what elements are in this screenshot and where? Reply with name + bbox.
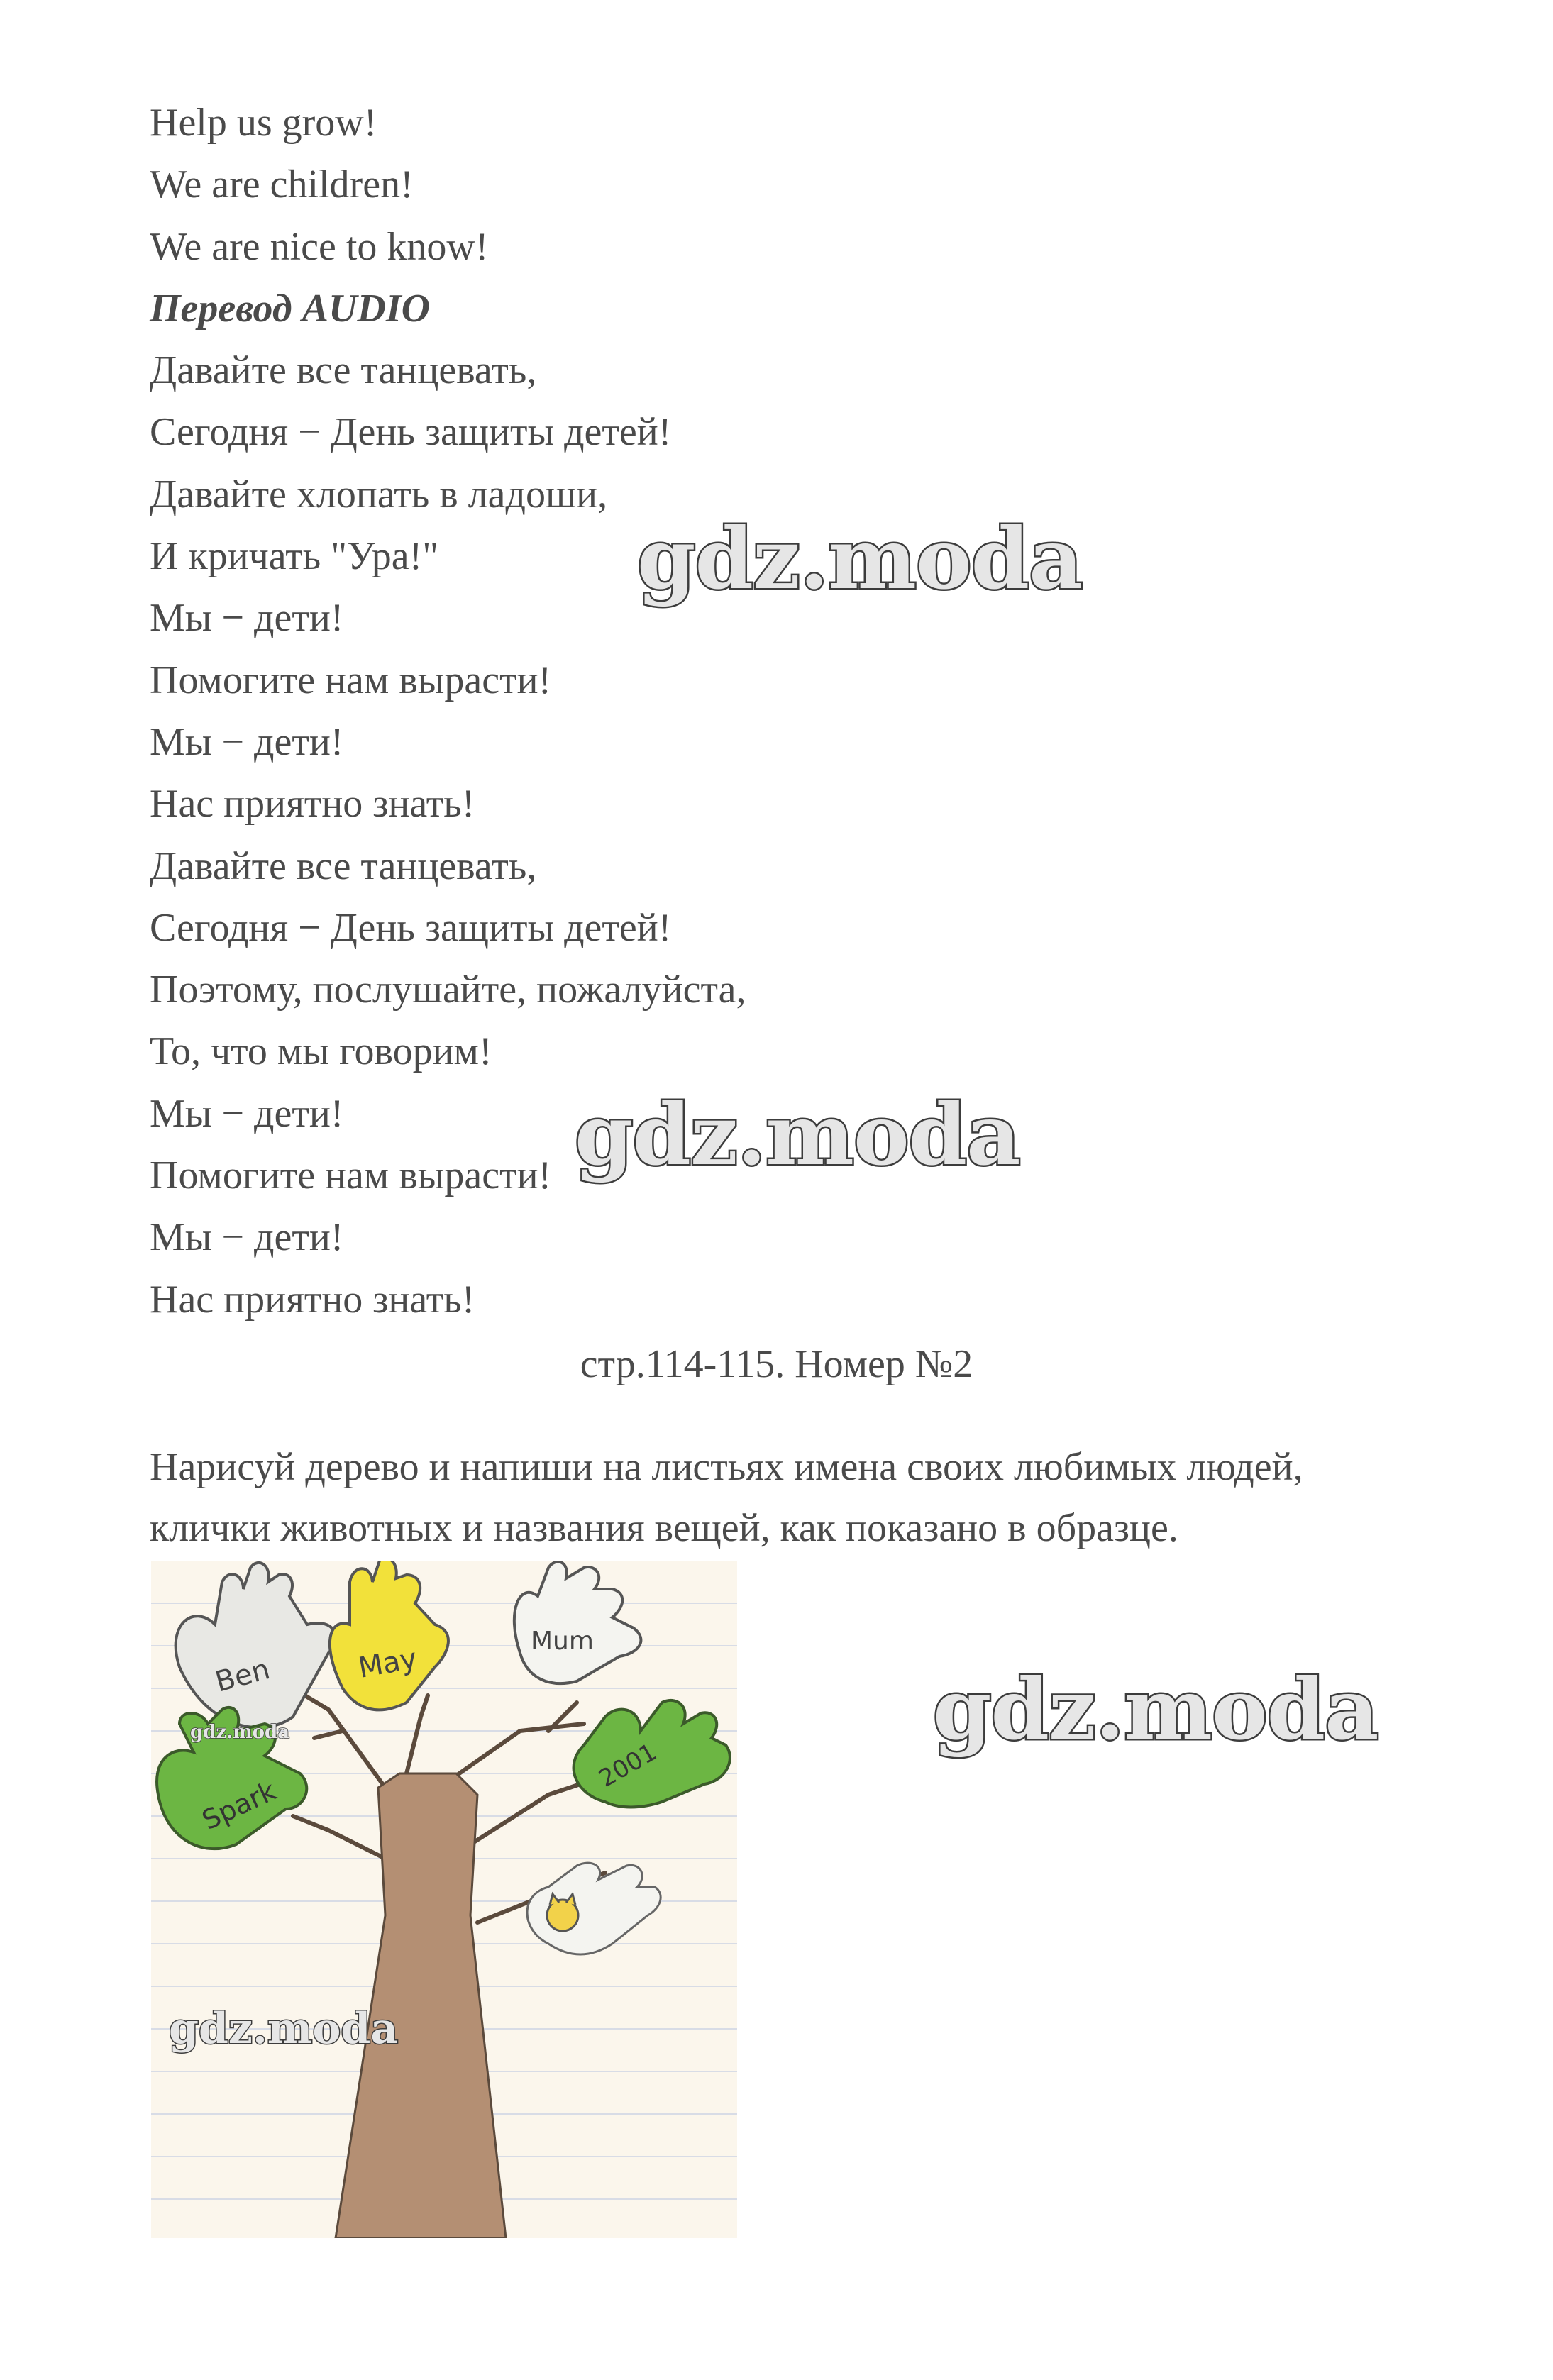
text-line: Помогите нам вырасти! — [150, 1153, 552, 1198]
watermark: gdz.moda — [933, 1660, 1378, 1759]
text-line: Помогите нам вырасти! — [150, 658, 552, 702]
text-line: Нас приятно знать! — [150, 782, 475, 826]
text-line: Поэтому, послушайте, пожалуйста, — [150, 968, 746, 1012]
text-line: Мы − дети! — [150, 1215, 344, 1260]
hand-label: Spark — [197, 1775, 281, 1837]
watermark: gdz.moda — [637, 509, 1083, 608]
hand-label: Ben — [211, 1653, 274, 1699]
hand-label: Mum — [531, 1627, 594, 1656]
task-line: клички животных и названия вещей, как показано в образце. — [150, 1506, 1178, 1550]
text-line: Сегодня − День защиты детей! — [150, 905, 672, 950]
text-line: И кричать "Ура!" — [150, 534, 439, 579]
text-line: Help us grow! — [150, 101, 377, 145]
figure-watermark: gdz.moda — [169, 2004, 399, 2054]
text-line: Мы − дети! — [150, 719, 344, 764]
text-line: То, что мы говорим! — [150, 1029, 492, 1074]
translation-heading: Перевод AUDIO — [150, 286, 431, 331]
hand-label: 2001 — [594, 1737, 662, 1793]
tree-drawing — [151, 1561, 737, 2238]
text-line: Давайте все танцевать, — [150, 348, 537, 393]
text-line: Давайте все танцевать, — [150, 843, 537, 888]
text-line: We are nice to know! — [150, 224, 489, 269]
tree-illustration — [151, 1561, 737, 2238]
small-watermark: gdz.moda — [190, 1722, 290, 1743]
text-line: We are children! — [150, 162, 414, 207]
task-text — [150, 1437, 1427, 1559]
task-line: Нарисуй дерево и напиши на листьях имена своих любимых людей, — [150, 1445, 1303, 1489]
cat-face-icon — [547, 1900, 578, 1931]
text-line: Сегодня − День защиты детей! — [150, 410, 672, 455]
exercise-heading: стр.114-115. Номер №2 — [580, 1342, 973, 1386]
text-line: Нас приятно знать! — [150, 1277, 475, 1322]
text-line: Мы − дети! — [150, 1091, 344, 1136]
hand-label: May — [355, 1642, 420, 1685]
text-line: Мы − дети! — [150, 596, 344, 641]
text-line: Давайте хлопать в ладоши, — [150, 472, 608, 516]
watermark: gdz.moda — [575, 1085, 1020, 1184]
